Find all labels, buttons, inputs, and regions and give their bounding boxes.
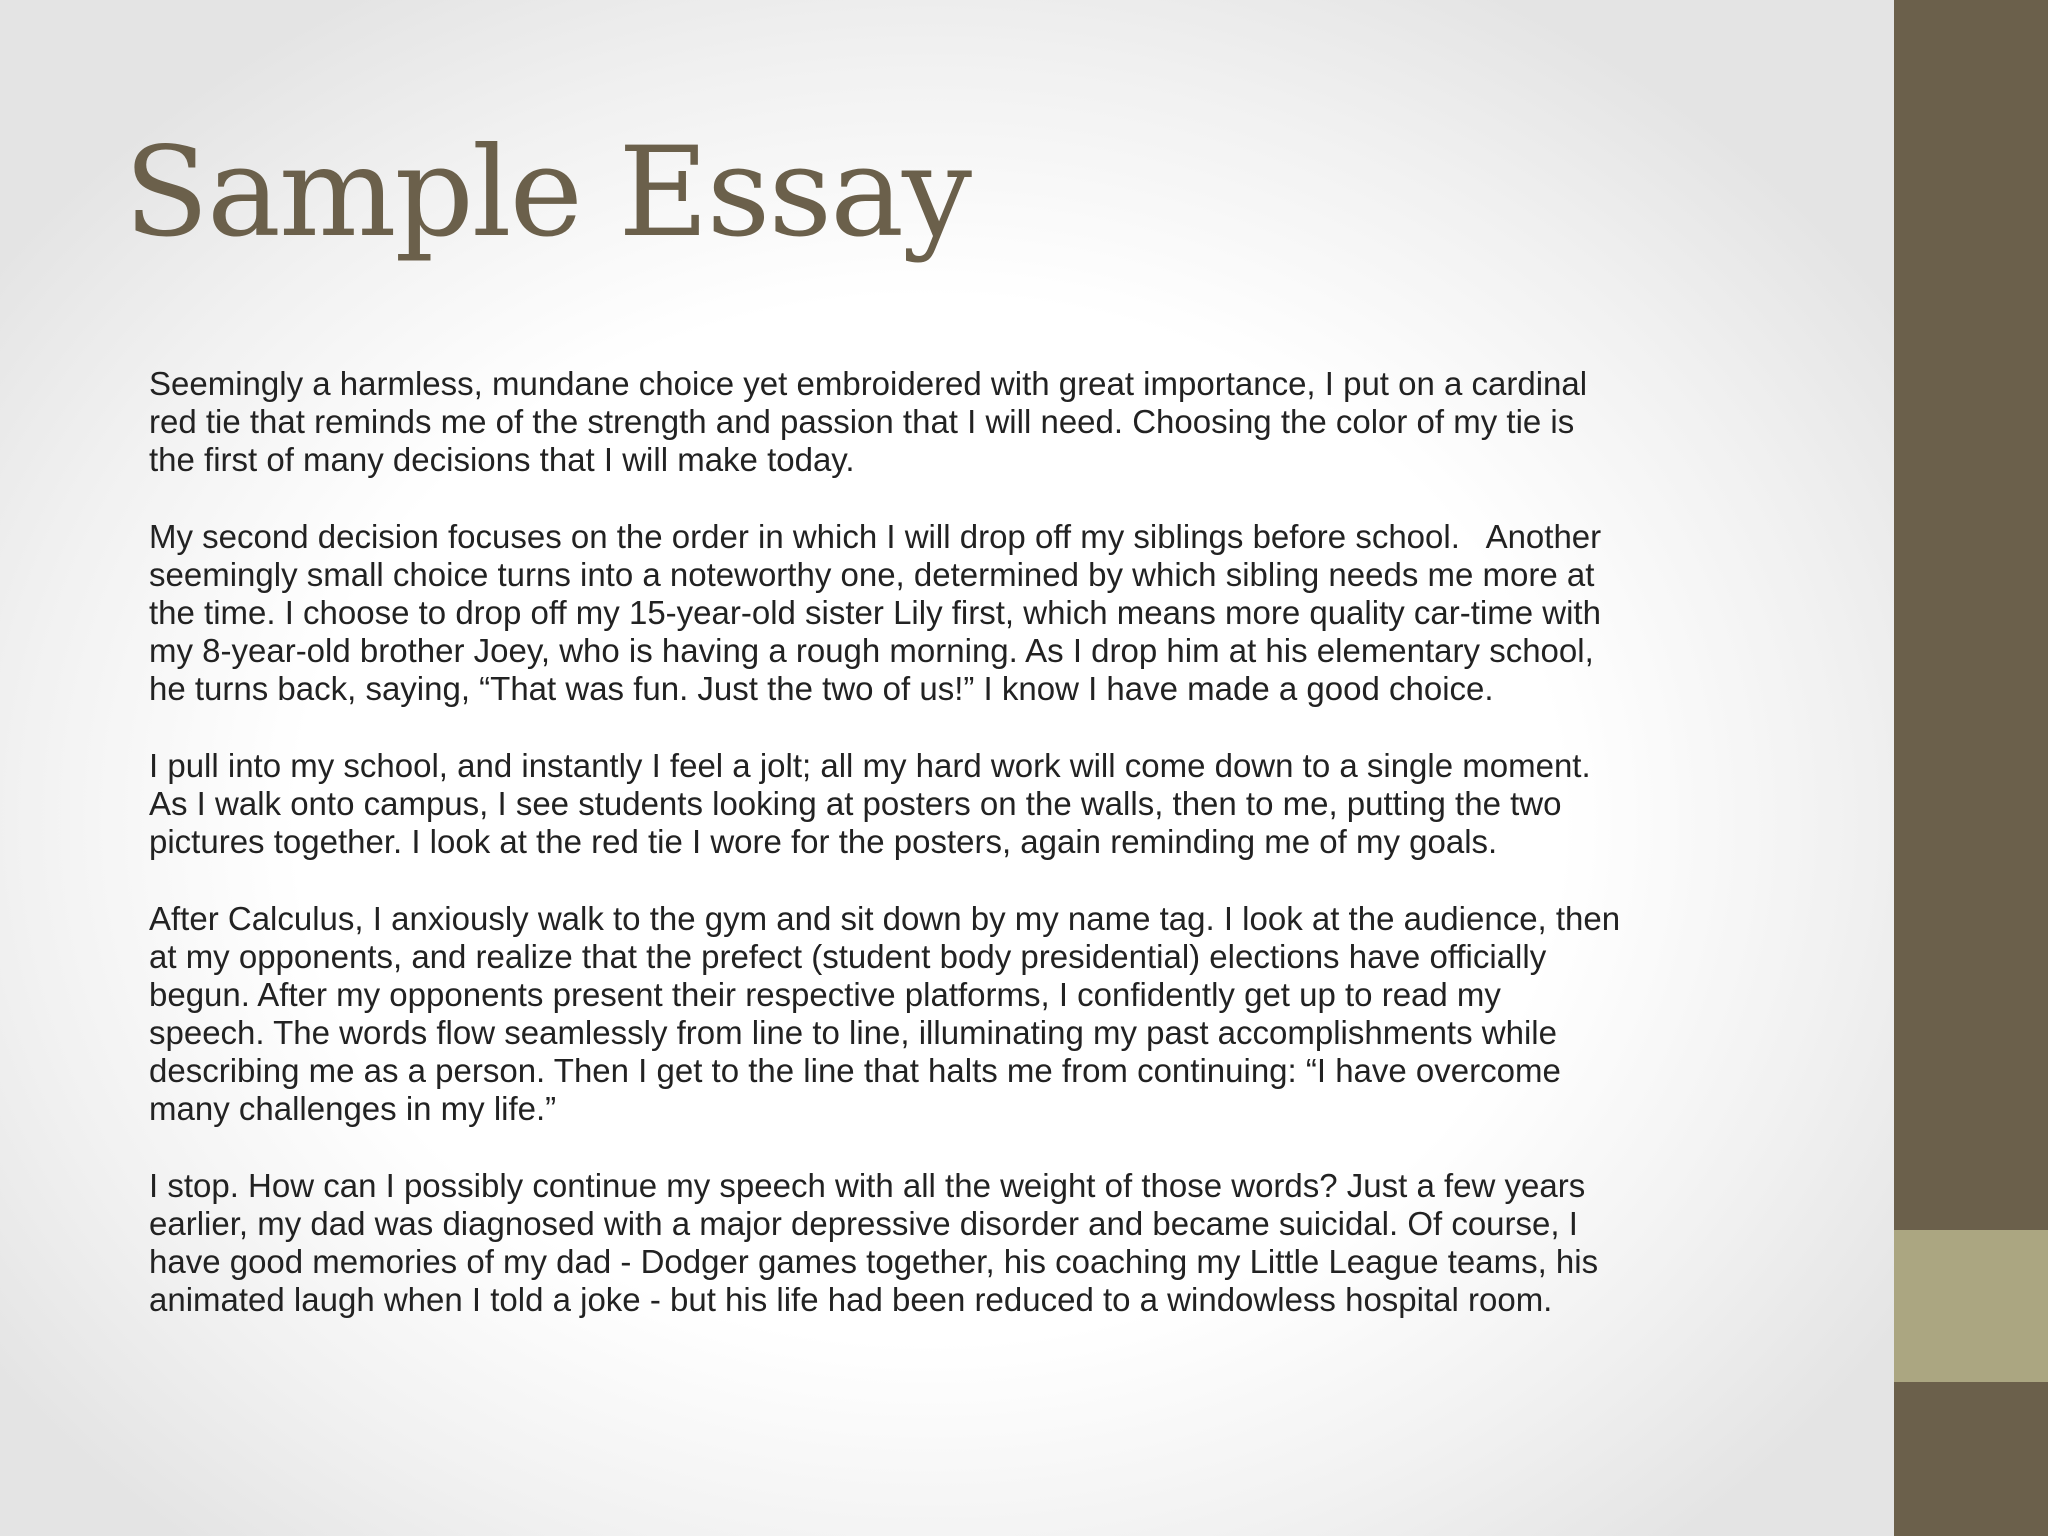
- essay-paragraph-3: I pull into my school, and instantly I feel a jolt; all my hard work will come down to a single moment. As I walk onto campus, I see students looking at posters on the walls, then to me, putting the two pictures together. I look at the red tie I wore for the posters, again reminding me of my goals.: [149, 747, 1591, 860]
- decorative-sidebar-band: [1894, 1230, 2048, 1382]
- essay-paragraph-2: My second decision focuses on the order in which I will drop off my siblings before school. Another seemingly small choice turns into a noteworthy one, determined by which sibling needs me more at the time. I choose to drop off my 15-year-old sister Lily first, which means more quality car-time with my 8-year-old brother Joey, who is having a rough morning. As I drop him at his elementary school, he turns back, saying, “That was fun. Just the two of us!” I know I have made a good choice.: [149, 518, 1602, 707]
- essay-body: [149, 365, 1789, 1358]
- slide-title: Sample Essay: [124, 121, 971, 265]
- essay-paragraph-4: After Calculus, I anxiously walk to the gym and sit down by my name tag. I look at the audience, then at my opponents, and realize that the prefect (student body presidential) elections have officially begun. After my opponents present their respective platforms, I confidently get up to read my speech. The words flow seamlessly from line to line, illuminating my past accomplishments while describing me as a person. Then I get to the line that halts me from continuing: “I have overcome many challenges in my life.”: [149, 900, 1621, 1127]
- essay-paragraph-5: I stop. How can I possibly continue my speech with all the weight of those words? Just a few years earlier, my dad was diagnosed with a major depressive disorder and became suicidal. Of course, I have good memories of my dad - Dodger games together, his coaching my Little League teams, his animated laugh when I told a joke - but his life had been reduced to a windowless hospital room.: [149, 1167, 1599, 1318]
- essay-paragraph-1: Seemingly a harmless, mundane choice yet embroidered with great importance, I put on a cardinal red tie that reminds me of the strength and passion that I will need. Choosing the color of my tie is the first of many decisions that I will make today.: [149, 365, 1588, 478]
